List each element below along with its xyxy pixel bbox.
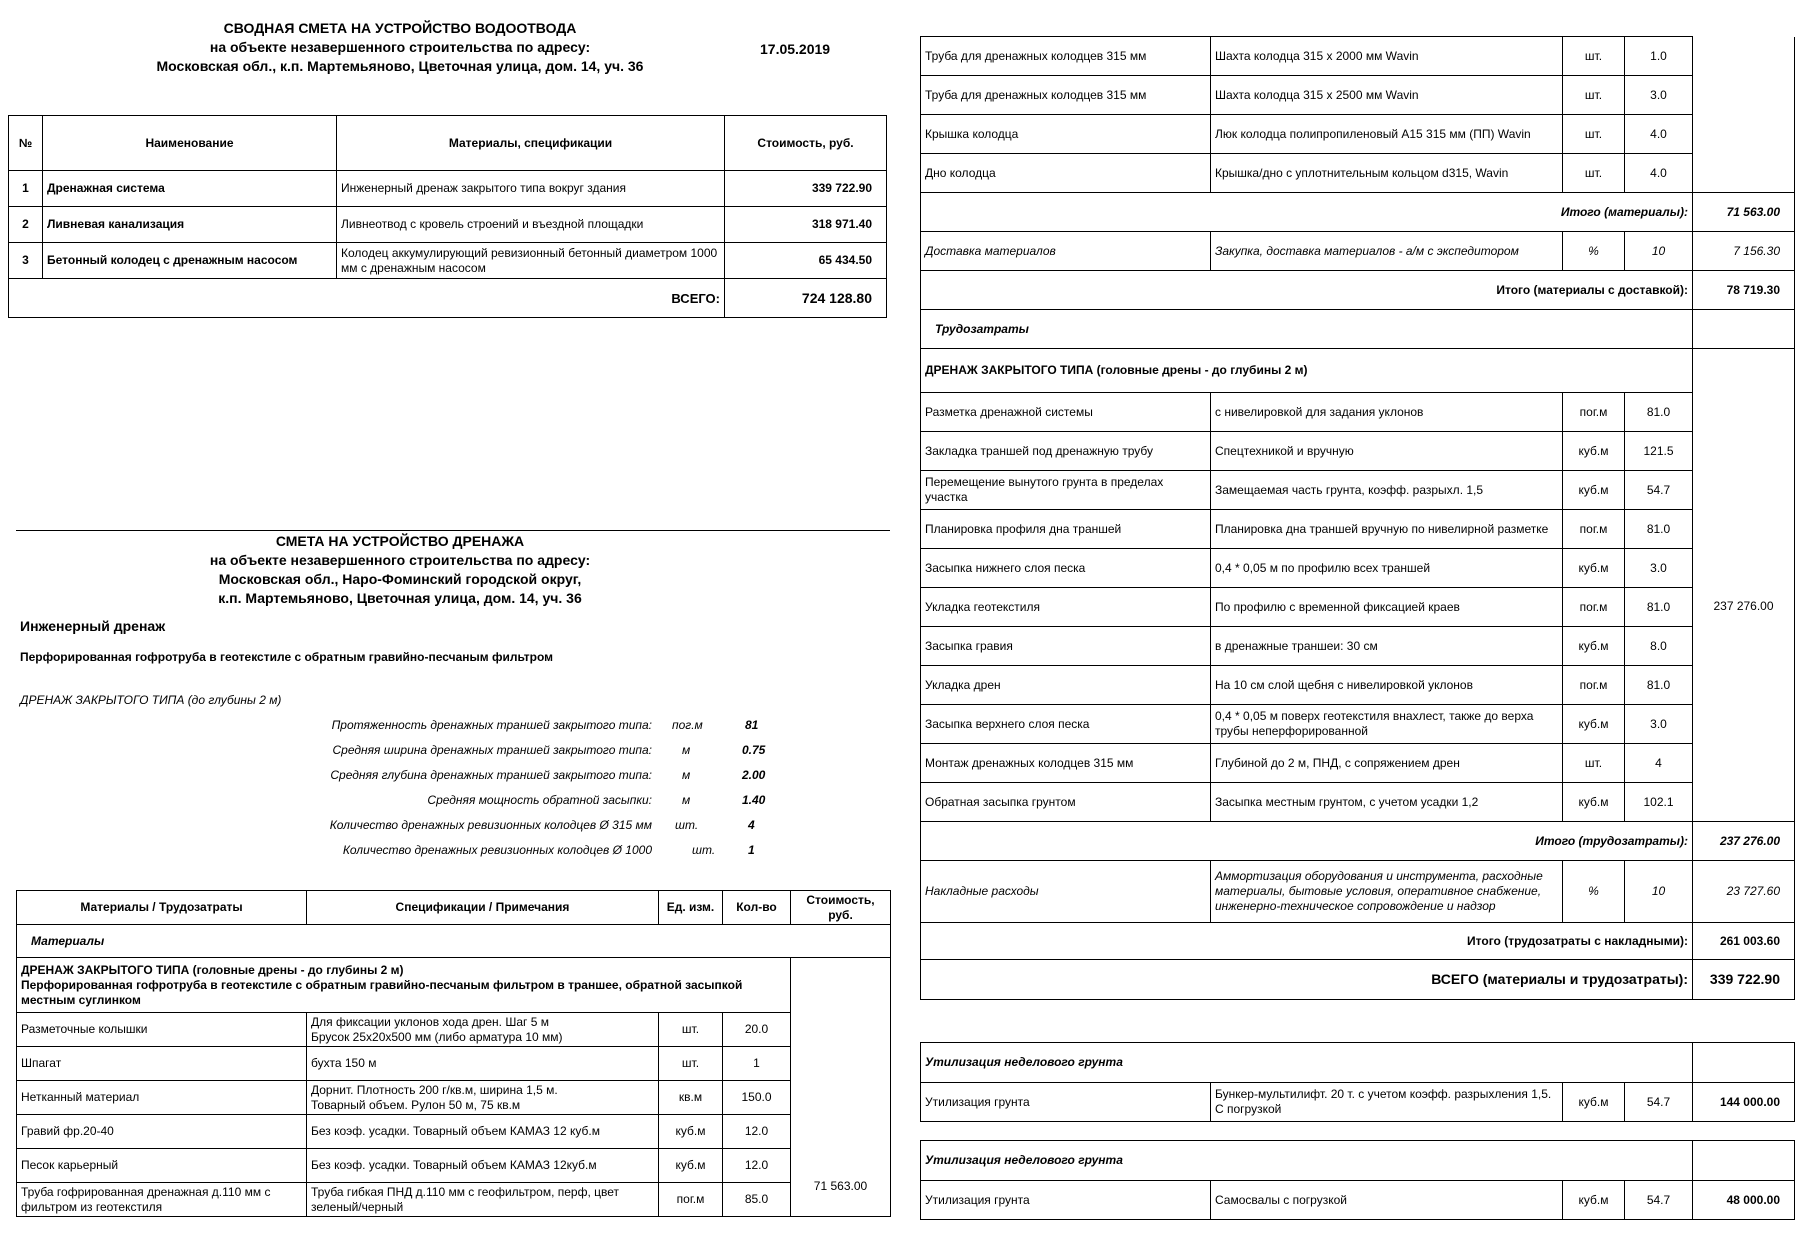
table-row: Дно колодца Крышка/дно с уплотнительным кольцом d315, Wavin шт. 4.0 (921, 154, 1795, 193)
summary-subtitle-1: на объекте незавершенного строительства по адресу: (209, 39, 591, 55)
vsego-value: 339 722.90 (1693, 960, 1795, 1000)
section-desc: Перфорированная гофротруба в геотекстиле с обратным гравийно-песчаным фильтром (20, 650, 554, 664)
table-row: Нетканный материал Дорнит. Плотность 200 г/кв.м, ширина 1,5 м. Товарный объем. Рулон 50 м, 75 кв.м кв.м 150.0 (17, 1081, 891, 1115)
summary-total-value: 724 128.80 (725, 279, 887, 318)
header-name: Наименование (43, 116, 337, 171)
table-row: Гравий фр.20-40 Без коэф. усадки. Товарный объем КАМАЗ 12 куб.м куб.м 12.0 (17, 1115, 891, 1149)
header-num: № (9, 116, 43, 171)
table-row: Утилизация грунта Самосвалы с погрузкой куб.м 54.7 48 000.00 (921, 1181, 1795, 1220)
table-row: Планировка профиля дна траншей Планировка дна траншей вручную по нивелирной разметке пог.м 81.0 (921, 510, 1795, 549)
table-row: Укладка геотекстиля По профилю с временной фиксацией краев пог.м 81.0 (921, 588, 1795, 627)
group-header: ДРЕНАЖ ЗАКРЫТОГО ТИПА (головные дрены - до глубины 2 м) Перфорированная гофротруба в геотекстиле с обратным гравийно-песчаным фильтром в траншее, обратной засыпкой местным суглинком (17, 958, 791, 1013)
materials-label: Материалы (17, 925, 891, 958)
drainage-subtitle-2: Московская обл., Наро-Фоминский городской округ, (218, 571, 582, 587)
table-row: Накладные расходы Аммортизация оборудования и инструмента, расходные материалы, бытовые условия, оперативное снабжение, инженерно-техническое сопровождение и надзор % 10 23 727.60 (921, 861, 1795, 923)
summary-total-label: ВСЕГО: (9, 279, 725, 318)
table-row: 2 Ливневая канализация Ливнеотвод с кровель строений и въездной площадки 318 971.40 (9, 207, 887, 243)
table-row: Разметочные колышки Для фиксации уклонов хода дрен. Шаг 5 м Брусок 25х20х500 мм (либо арматура 10 мм) шт. 20.0 71 563.00 (17, 1013, 891, 1047)
table-row: Крышка колодца Люк колодца полипропиленовый А15 315 мм (ПП) Wavin шт. 4.0 (921, 115, 1795, 154)
section-title: Инженерный дренаж (20, 618, 166, 634)
table-row: Песок карьерный Без коэф. усадки. Товарный объем КАМАЗ 12куб.м куб.м 12.0 (17, 1149, 891, 1183)
itogo-overhead-label: Итого (трудозатраты с накладными): (921, 923, 1693, 960)
table-row: Монтаж дренажных колодцев 315 мм Глубиной до 2 м, ПНД, с сопряжением дрен шт. 4 (921, 744, 1795, 783)
table-row: Труба для дренажных колодцев 315 мм Шахта колодца 315 х 2500 мм Wavin шт. 3.0 (921, 76, 1795, 115)
table-row: 3 Бетонный колодец с дренажным насосом Колодец аккумулирующий ревизионный бетонный диаметром 1000 мм с дренажным насосом 65 434.50 (9, 243, 887, 279)
summary-subtitle-2: Московская обл., к.п. Мартемьяново, Цветочная улица, дом. 14, уч. 36 (156, 58, 644, 74)
labor-merged-cost: 237 276.00 (1693, 393, 1795, 822)
table-row: Утилизация грунта Бункер-мультилифт. 20 т. с учетом коэфф. разрыхления 1,5. С погрузкой куб.м 54.7 144 000.00 (921, 1083, 1795, 1122)
utilization-table-2: Утилизация неделового грунта Утилизация грунта Самосвалы с погрузкой куб.м 54.7 48 000.00 (920, 1140, 1795, 1220)
table-row: Засыпка верхнего слоя песка 0,4 * 0,05 м поверх геотекстиля внахлест, также до верха трубы неперфорированной куб.м 3.0 (921, 705, 1795, 744)
table-row: Закладка траншей под дренажную трубу Спецтехникой и вручную куб.м 121.5 (921, 432, 1795, 471)
vsego-label: ВСЕГО (материалы и трудозатраты): (921, 960, 1693, 1000)
itogo-delivery-value: 78 719.30 (1693, 271, 1795, 310)
table-row: Укладка дрен На 10 см слой щебня с нивелировкой уклонов пог.м 81.0 (921, 666, 1795, 705)
table-row: Разметка дренажной системы с нивелировкой для задания уклонов пог.м 81.0 237 276.00 (921, 393, 1795, 432)
header-spec: Материалы, спецификации (337, 116, 725, 171)
header-cost: Стоимость, руб. (725, 116, 887, 171)
summary-table (8, 115, 887, 318)
drainage-type: ДРЕНАЖ ЗАКРЫТОГО ТИПА (до глубины 2 м) (20, 693, 282, 707)
itogo-labor-value: 237 276.00 (1693, 822, 1795, 861)
summary-date: 17.05.2019 (760, 41, 831, 57)
labor-group: ДРЕНАЖ ЗАКРЫТОГО ТИПА (головные дрены - до глубины 2 м) (921, 349, 1693, 393)
utilization-table-1: Утилизация неделового грунта Утилизация грунта Бункер-мультилифт. 20 т. с учетом коэфф. разрыхления 1,5. С погрузкой куб.м 54.7 144 000.00 (920, 1042, 1795, 1122)
table-row: Труба для дренажных колодцев 315 мм Шахта колодца 315 х 2000 мм Wavin шт. 1.0 (921, 37, 1795, 76)
table-row: 1 Дренажная система Инженерный дренаж закрытого типа вокруг здания 339 722.90 (9, 171, 887, 207)
labor-label: Трудозатраты (921, 310, 1693, 349)
table-row: Доставка материалов Закупка, доставка материалов - а/м с экспедитором % 10 7 156.30 (921, 232, 1795, 271)
table-row: Обратная засыпка грунтом Засыпка местным грунтом, с учетом усадки 1,2 куб.м 102.1 (921, 783, 1795, 822)
drainage-title: СМЕТА НА УСТРОЙСТВО ДРЕНАЖА (275, 533, 525, 549)
merged-cost: 71 563.00 (791, 1013, 891, 1217)
table-row: Труба гофрированная дренажная д.110 мм с фильтром из геотекстиля Труба гибкая ПНД д.110 мм с геофильтром, перф, цвет зеленый/черный пог.м 85.0 (17, 1183, 891, 1217)
drainage-table: Материалы / Трудозатраты Спецификации / Примечания Ед. изм. Кол-во Стоимость, руб. Материалы ДРЕНАЖ ЗАКРЫТОГО ТИПА (головные дрены - до глубины 2 м) Перфорированная гофротруба в геотекстиле с обратным гравийно-песчаным фильтром в траншее, обратной засыпкой местным суглинком Разметочные колышки Для фиксации уклонов хода дрен. Шаг 5 м Брусок 25х20х500 мм (либо арматура 10 мм) шт. 20.0 71 563.00 Шпагат бухта 150 м шт. 1 Нетканный материал Дорнит. Плотность 200 г/кв.м, ширина 1,5 м. Товарный объем. Рулон 50 м, 75 кв.м кв.м 150.0 Гравий фр.20-40 Без коэф. усадки. Товарный объем КАМАЗ 12 куб.м куб.м 12.0 Песок карьерный Без коэф. усадки. Товарный объем КАМАЗ 12куб.м куб.м 12.0 Труба гофрированная дренажная д.110 мм с фильтром из геотекстиля Труба гибкая ПНД д.110 мм с геофильтром, перф, цвет зеленый/черный пог.м 85.0 (16, 890, 891, 1217)
drainage-subtitle-3: к.п. Мартемьяново, Цветочная улица, дом. 14, уч. 36 (218, 590, 582, 606)
summary-title: СВОДНАЯ СМЕТА НА УСТРОЙСТВО ВОДООТВОДА (223, 20, 577, 36)
divider (16, 530, 890, 531)
itogo-overhead-value: 261 003.60 (1693, 923, 1795, 960)
labor-table (920, 36, 1795, 1000)
itogo-labor-label: Итого (трудозатраты): (921, 822, 1693, 861)
table-row: Перемещение вынутого грунта в пределах участка Замещаемая часть грунта, коэфф. разрыхл. 1,5 куб.м 54.7 (921, 471, 1795, 510)
table-row: Шпагат бухта 150 м шт. 1 (17, 1047, 891, 1081)
drainage-subtitle-1: на объекте незавершенного строительства по адресу: (209, 552, 591, 568)
itogo-materials-label: Итого (материалы): (921, 193, 1693, 232)
itogo-delivery-label: Итого (материалы с доставкой): (921, 271, 1693, 310)
itogo-materials-value: 71 563.00 (1693, 193, 1795, 232)
table-row: Засыпка нижнего слоя песка 0,4 * 0,05 м по профилю всех траншей куб.м 3.0 (921, 549, 1795, 588)
table-row: Засыпка гравия в дренажные траншеи: 30 см куб.м 8.0 (921, 627, 1795, 666)
